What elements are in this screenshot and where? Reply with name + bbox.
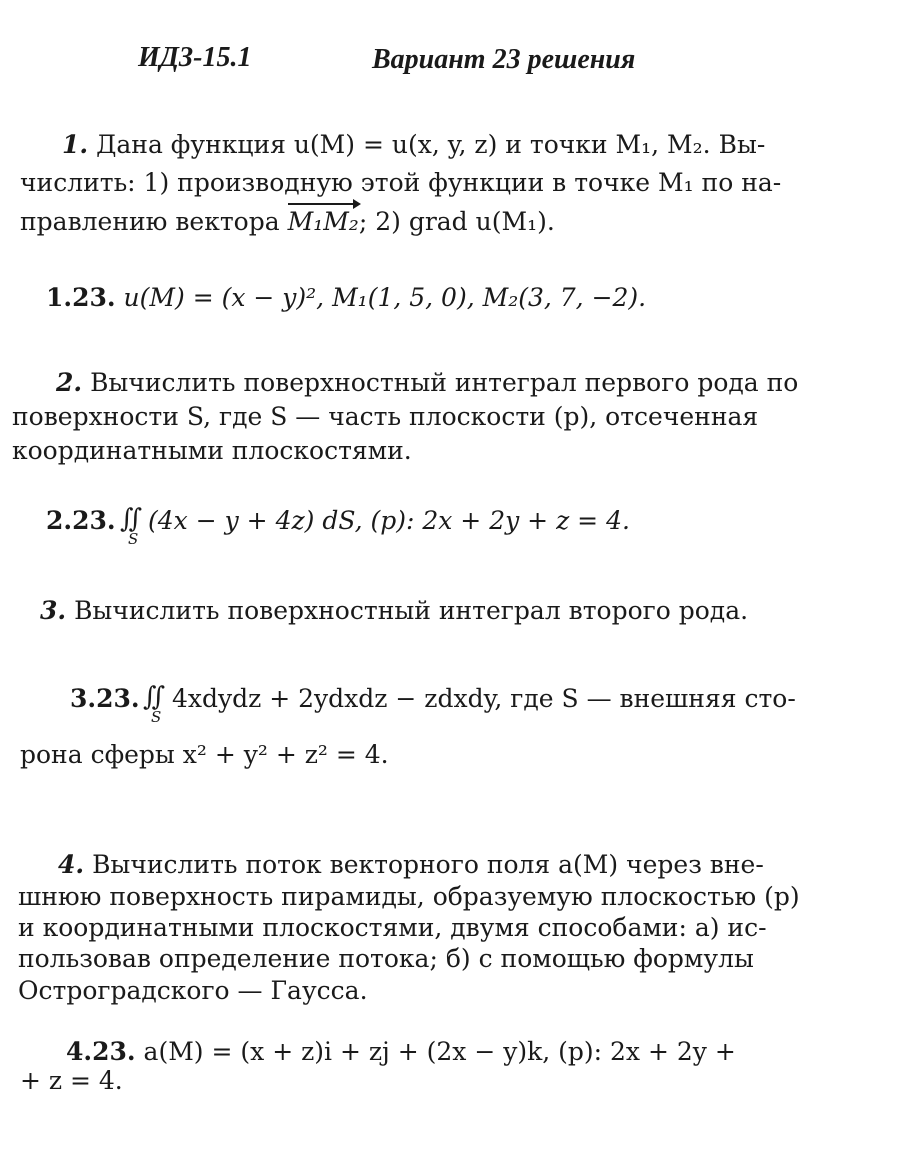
double-integral-sign-2 <box>120 504 139 548</box>
task1-line3 <box>20 207 555 237</box>
problem-1-23-formula: u(M) = (x − y)², M₁(1, 5, 0), M₂(3, 7, −2). <box>123 283 647 312</box>
task4-line2: шнюю поверхность пирамиды, образуемую плоскостью (p) <box>18 882 800 911</box>
problem-2-23 <box>46 506 116 536</box>
task4-line5: Остроградского — Гаусса. <box>18 976 368 1005</box>
vector-arrow-icon <box>288 203 359 205</box>
task4-line4: пользовав определение потока; б) с помощью формулы <box>18 944 754 973</box>
problem-4-23-number: 4.23. <box>66 1037 136 1066</box>
problem-1-23-number: 1.23. <box>46 283 116 312</box>
task4-number: 4. <box>58 850 85 879</box>
problem-2-23-formula: (4x − y + 4z) dS, (p): 2x + 2y + z = 4. <box>148 506 630 535</box>
task2-line3: координатными плоскостями. <box>12 436 412 465</box>
task1-line2: числить: 1) производную этой функции в точке M₁ по на- <box>20 168 782 197</box>
problem-3-23 <box>70 684 140 714</box>
task1-line1 <box>62 130 765 160</box>
problem-4-23-formula-a: a(M) = (x + z)i + zj + (2x − y)k, (p): 2x + 2y + <box>143 1037 736 1066</box>
problem-4-23 <box>66 1037 736 1067</box>
task4-text-1: Вычислить поток векторного поля a(M) через вне- <box>92 850 764 879</box>
variant-title: Вариант 23 решения <box>372 44 636 75</box>
problem-1-23 <box>46 283 646 313</box>
problem-2-23-number: 2.23. <box>46 506 116 535</box>
task3-text-1: Вычислить поверхностный интеграл второго рода. <box>74 596 749 625</box>
task1-text-1: Дана функция u(M) = u(x, y, z) и точки M₁, M₂. Вы- <box>96 130 766 159</box>
task3-number: 3. <box>40 596 67 625</box>
task1-text-3b: ; 2) grad u(M₁). <box>358 207 555 236</box>
problem-4-23-formula-b: + z = 4. <box>20 1066 123 1095</box>
task2-line2: поверхности S, где S — часть плоскости (p), отсеченная <box>12 402 759 431</box>
problem-3-23-formula-b: рона сферы x² + y² + z² = 4. <box>20 740 389 769</box>
problem-3-23-formula-a: 4xdydz + 2ydxdz − zdxdy, где S — внешняя сто- <box>172 684 796 713</box>
integral-subscript: S <box>128 530 139 548</box>
task4-line1 <box>58 850 764 880</box>
task1-number: 1. <box>62 130 89 159</box>
task1-text-3a: правлению вектора <box>20 207 288 236</box>
task3-line1 <box>40 596 748 626</box>
vector-m1m2 <box>288 207 359 237</box>
double-integral-sign-3 <box>143 682 162 726</box>
integral-sign-icon: ∬ <box>143 682 160 712</box>
problem-3-23-number: 3.23. <box>70 684 140 713</box>
document-code: ИДЗ-15.1 <box>138 42 252 73</box>
task2-text-1: Вычислить поверхностный интеграл первого рода по <box>90 368 799 397</box>
task2-line1 <box>56 368 798 398</box>
integral-sign-icon: ∬ <box>120 504 137 534</box>
task2-number: 2. <box>56 368 83 397</box>
vector-label: M₁M₂ <box>287 207 359 236</box>
integral-subscript: S <box>151 708 162 726</box>
task4-line3: и координатными плоскостями, двумя способами: а) ис- <box>18 913 767 942</box>
